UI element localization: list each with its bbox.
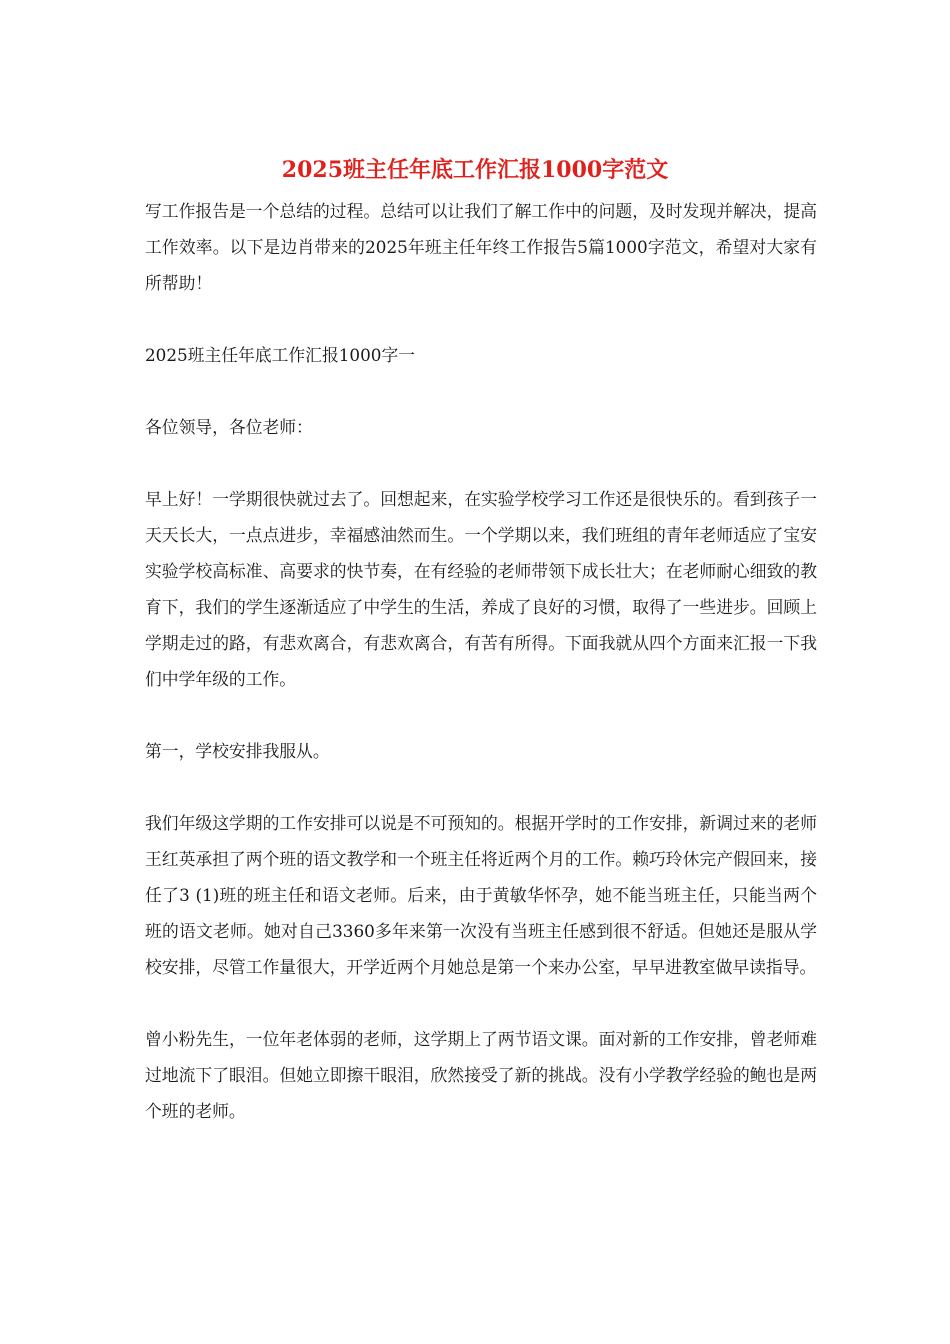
paragraph-salutation: 各位领导，各位老师： [145,417,313,437]
paragraph-greeting: 早上好！一学期很快就过去了。回想起来，在实验学校学习工作还是很快乐的。看到孩子一天天长大，一点点进步，幸福感油然而生。一个学期以来，我们班组的青年老师适应了宝安实验学校高标准、高要求的快节奏，在有经验的老师带领下成长壮大；在老师耐心细致的教育下，我们的学生逐渐适应了中学生的生活，养成了良好的习惯，取得了一些进步。回顾上学期走过的路，有悲欢离合，有悲欢离合，有苦有所得。下面我就从四个方面来汇报一下我们中学年级的工作。 [145,489,817,689]
paragraph-point-one: 第一，学校安排我服从。 [145,741,330,761]
paragraph-intro: 写工作报告是一个总结的过程。总结可以让我们了解工作中的问题，及时发现并解决，提高工作效率。以下是边肖带来的2025年班主任年终工作报告5篇1000字范文，希望对大家有所帮助！ [145,201,817,293]
section-heading: 2025班主任年底工作汇报1000字一 [145,345,416,365]
document-body [145,193,817,1129]
document-title: 2025班主任年底工作汇报1000字范文 [281,157,669,183]
paragraph-arrangement: 我们年级这学期的工作安排可以说是不可预知的。根据开学时的工作安排，新调过来的老师王红英承担了两个班的语文教学和一个班主任将近两个月的工作。赖巧玲休完产假回来，接任了3 (1)班的班主任和语文老师。后来，由于黄敏华怀孕，她不能当班主任，只能当两个班的语文老师。她对自己3360多年来第一次没有当班主任感到很不舒适。但她还是服从学校安排，尽管工作量很大，开学近两个月她总是第一个来办公室，早早进教室做早读指导。 [145,813,817,977]
paragraph-teacher-zeng: 曾小粉先生，一位年老体弱的老师，这学期上了两节语文课。面对新的工作安排，曾老师难过地流下了眼泪。但她立即擦干眼泪，欣然接受了新的挑战。没有小学教学经验的鲍也是两个班的老师。 [145,1029,817,1121]
